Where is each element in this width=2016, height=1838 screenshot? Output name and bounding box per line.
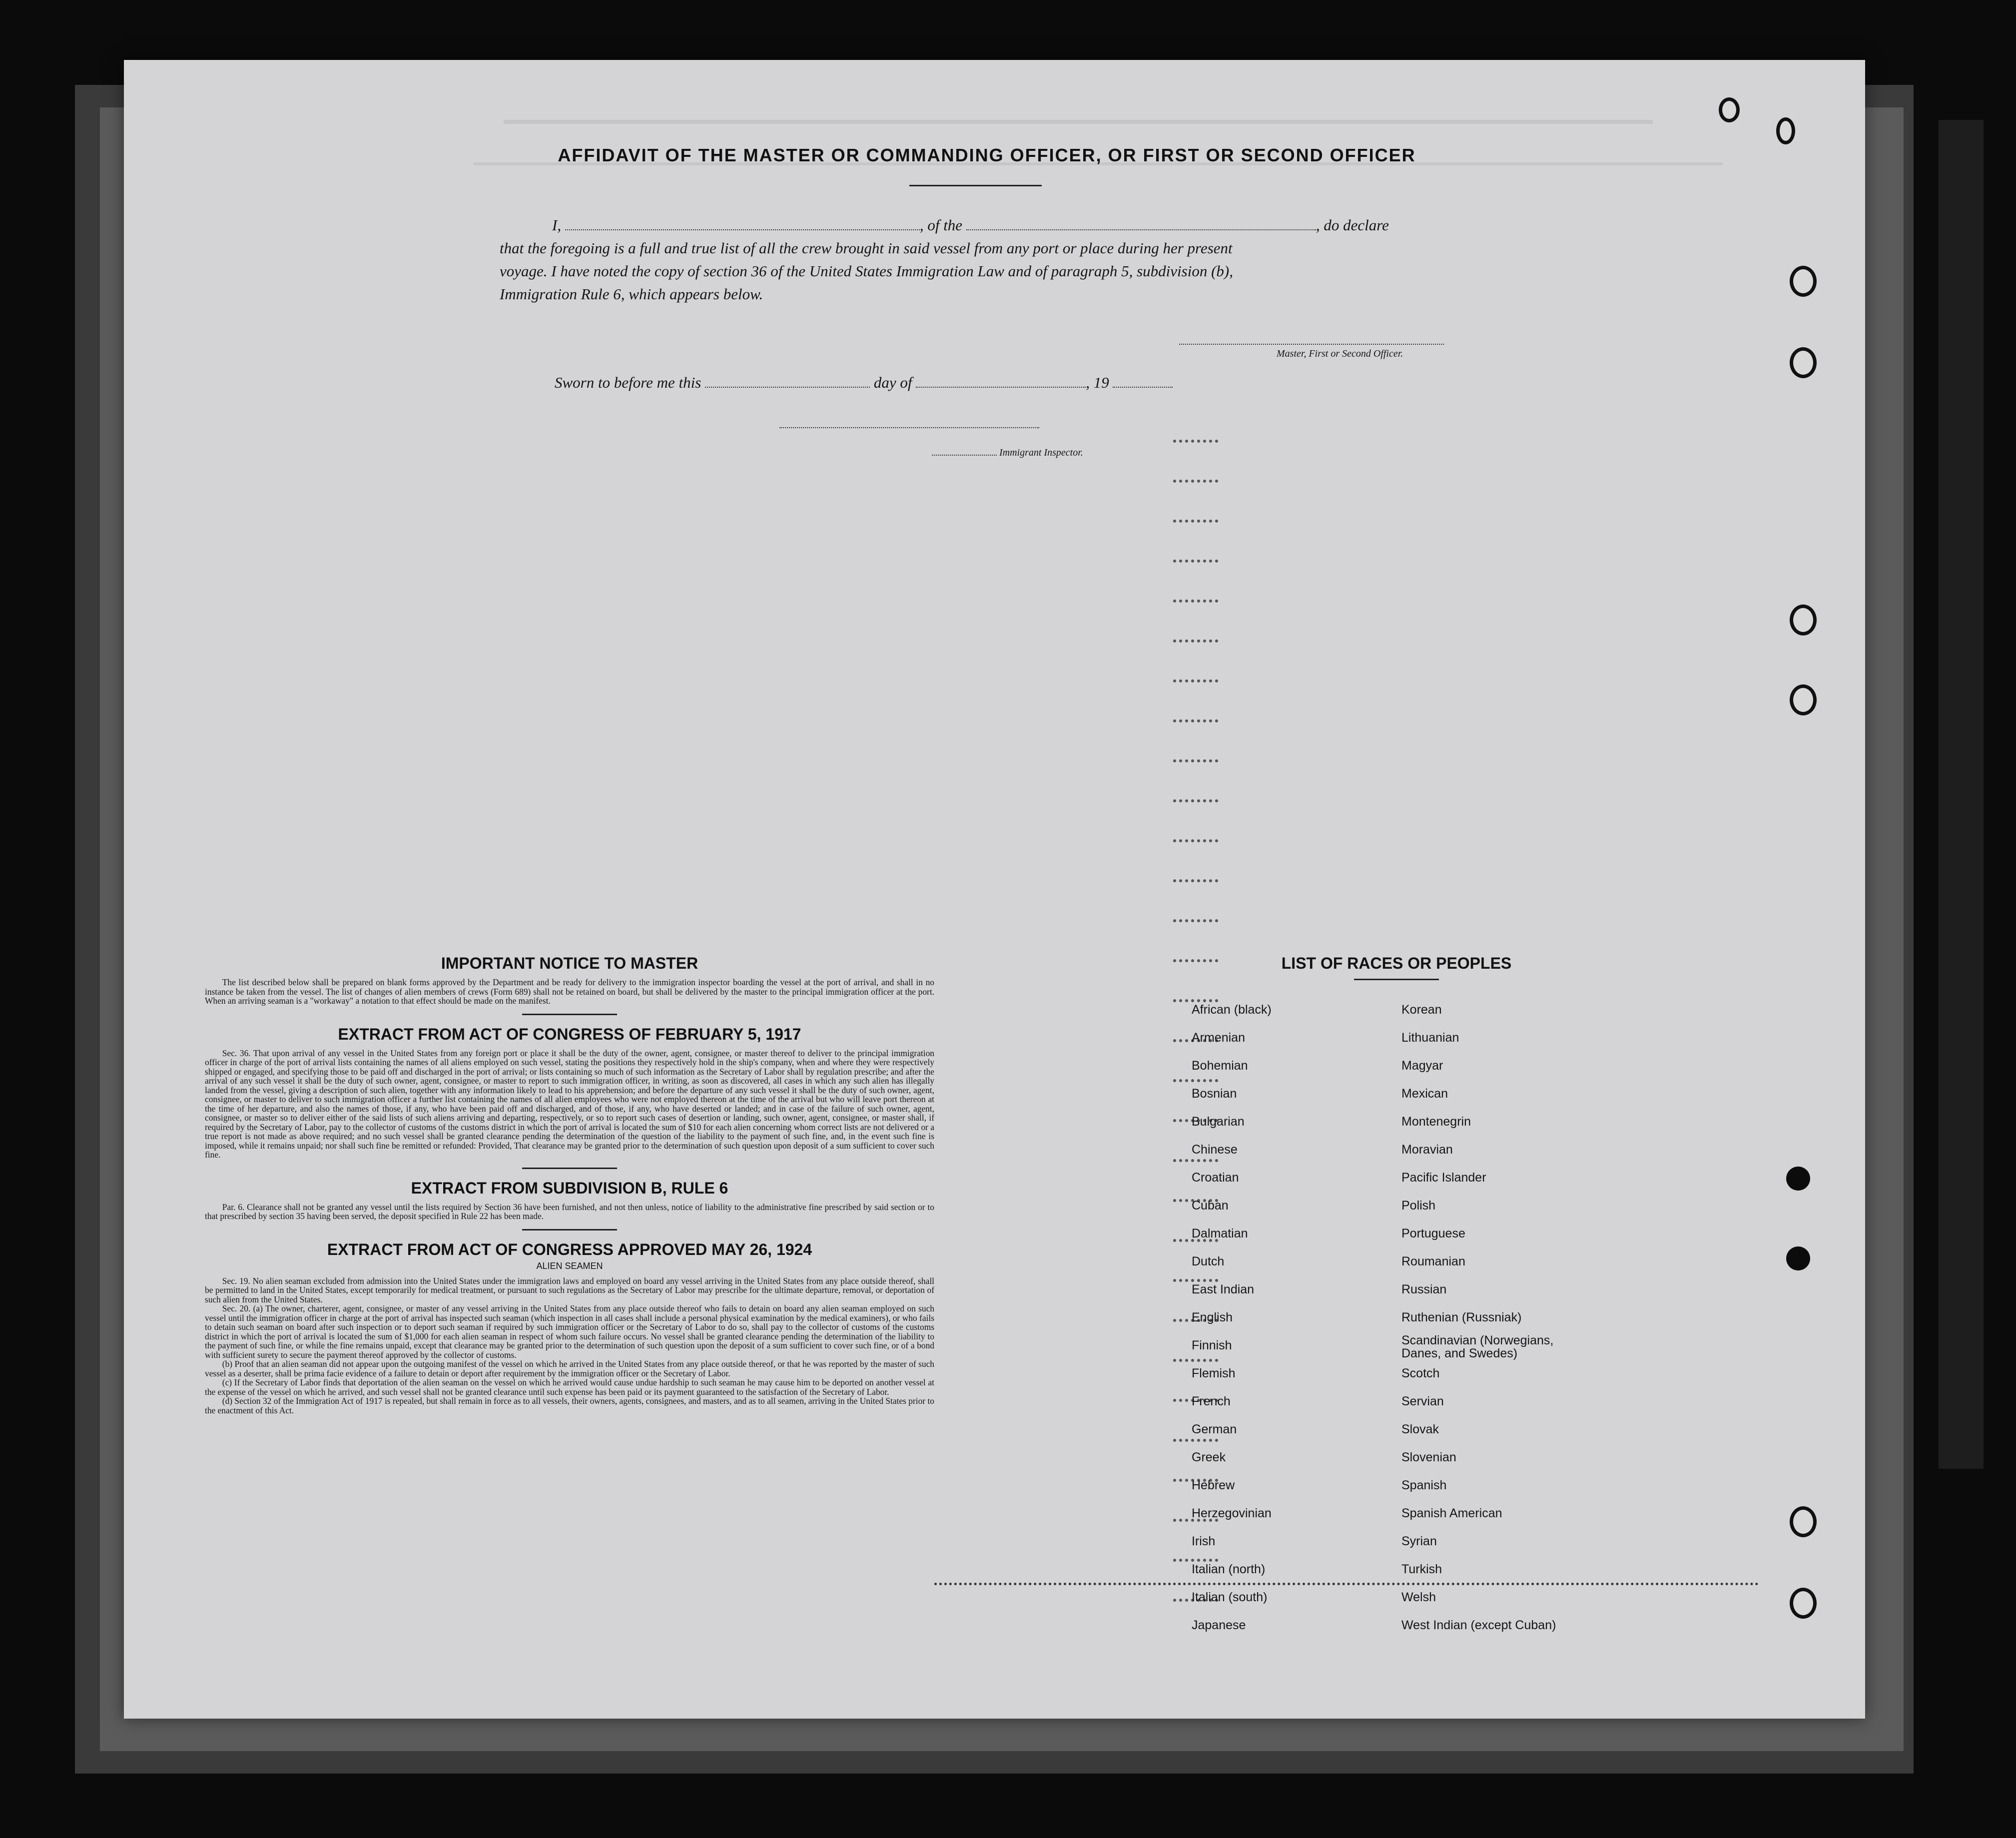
binder-hole <box>1790 1506 1817 1537</box>
name-blank <box>565 229 920 230</box>
dot-column <box>1173 799 1218 808</box>
race-item: Croatian <box>1192 1171 1239 1185</box>
race-item: Japanese <box>1192 1618 1246 1632</box>
title-underline <box>909 185 1042 186</box>
binder-hole <box>1786 1246 1810 1270</box>
race-item: Bohemian <box>1192 1059 1248 1073</box>
race-item: Herzegovinian <box>1192 1506 1272 1520</box>
signature-caption: Master, First or Second Officer. <box>1277 348 1403 359</box>
race-item: Korean <box>1401 1003 1442 1017</box>
race-item: Moravian <box>1401 1143 1453 1157</box>
dot-column <box>1173 480 1218 489</box>
race-item: Turkish <box>1401 1562 1442 1576</box>
binder-hole <box>1790 347 1817 378</box>
extract-paragraph: Sec. 36. That upon arrival of any vessel in the United States from any foreign port or place it shall be the duty of the owner, agent, consignee, or master thereof to deliver to the principal immigration officer in charge of the port of arrival lists containing the names of all aliens employed on such vessel, stating the positions they respectively hold in the ship's company, when and where they were respectively shipped or engaged, and specifying those to be paid off and discharged in the port of arrival; or lists containing so much of such information as the Secretary of Labor shall by regulation prescribe; and after the arrival of any such vessel it shall be the duty of such owner, agent, consignee, or master to report to such immigration officer, in writing, as soon as discovered, all cases in which any such alien has illegally landed from the vessel, giving a description of such alien, together with any information likely to lead to his apprehension; and before the departure of any such vessel it shall be the duty of such owner, agent, consignee, or master to deliver to such immigration officer a further list containing the names of all alien employees who were not employed thereon at the time of the arrival but who will leave port thereon at the time of her departure, and also the names of those, if any, who have been paid off and discharged, and of those, if any, who have deserted or landed; and in case of the failure of such owner, agent, consignee, or master so to deliver either of the said lists of such aliens arriving and departing, respectively, or so to report such cases of desertion or landing, such owner, agent, consignee, or master shall, if required by the Secretary of Labor, pay to the collector of customs of the customs district in which the port of arrival is located the sum of $10 for each alien concerning whom correct lists are not delivered or a true report is not made as above required; and no such vessel shall be granted clearance pending the determination of the question of the liability to the payment of such fine, and, in the event such fine is imposed, while it remains unpaid; nor shall such fine be remitted or refunded: Provided, That clearance may be granted prior to the determination of such question upon deposit of a sum sufficient to cover such fine. <box>205 1048 934 1160</box>
year-blank <box>1113 387 1173 388</box>
race-item: Armenian <box>1192 1031 1245 1045</box>
dot-column <box>1173 639 1218 648</box>
inspector-line <box>779 427 1039 428</box>
race-item: Dalmatian <box>1192 1226 1248 1240</box>
day-blank <box>705 387 870 388</box>
race-item: Pacific Islander <box>1401 1171 1486 1185</box>
dot-column <box>1173 440 1218 449</box>
race-item: Greek <box>1192 1450 1226 1464</box>
manifest-page <box>124 60 1865 1719</box>
notice-text <box>205 978 934 1006</box>
race-item: Ruthenian (Russniak) <box>1401 1310 1522 1324</box>
race-item: Mexican <box>1401 1087 1448 1101</box>
signature-line <box>1179 344 1444 345</box>
race-item: Slovak <box>1401 1422 1439 1436</box>
sworn-text: , 19 <box>1086 374 1109 391</box>
race-item: Italian (south) <box>1192 1590 1268 1604</box>
extract-rule6-title: EXTRACT FROM SUBDIVISION B, RULE 6 <box>411 1179 728 1197</box>
race-item: West Indian (except Cuban) <box>1401 1618 1556 1632</box>
dot-column <box>1173 719 1218 728</box>
race-item: Hebrew <box>1192 1478 1235 1492</box>
dot-column <box>1173 560 1218 569</box>
notice-paragraph: The list described below shall be prepared on blank forms approved by the Department and be ready for delivery to the immigration inspector boarding the vessel at the port of arrival, and shall in no instance be taken from the vessel. The list of changes of alien members of crews (Form 689) shall not be retained on board, but shall be delivered by the master to the principal immigration officer at the port. When an arriving seaman is a "workaway" a notation to that effect should be made on the manifest. <box>205 977 934 1006</box>
dot-column <box>1173 839 1218 848</box>
legal-extracts <box>205 954 934 1420</box>
race-item: Montenegrin <box>1401 1115 1471 1129</box>
extract-1924-subtitle: ALIEN SEAMEN <box>536 1260 603 1271</box>
affidavit-text: , do declare <box>1316 216 1389 234</box>
dotted-separator <box>934 1583 1759 1585</box>
races-title: LIST OF RACES OR PEOPLES <box>1281 954 1512 972</box>
race-item: Slovenian <box>1401 1450 1456 1464</box>
section-divider <box>522 1014 617 1015</box>
sworn-line <box>555 374 1173 392</box>
extract-paragraph: Sec. 20. (a) The owner, charterer, agent, consignee, or master of any vessel arriving in the United States from any place outside thereof who fails to detain on board any alien seaman employed on such vessel until the immigration officer in charge at the port of arrival has inspected such seaman (which inspection in all cases shall include a personal physical examination by the medical examiners), or who fails to detain such seaman on board after such inspection or to deport such seaman if required by such immigration officer or the Secretary of Labor to do so, shall pay to the collector of customs of the customs district in which the port of arrival is located the sum of $1,000 for each alien seaman in respect of whom such failure occurs. No vessel shall be granted clearance pending the determination of the liability to the payment of such fine, or while the fine remains unpaid, except that clearance may be granted prior to the determination of such question upon the deposit of a sum sufficient to cover such fine, or of a bond with sufficient surety to secure the payment thereof approved by the collector of customs. <box>205 1303 934 1360</box>
extract-paragraph: Sec. 19. No alien seaman excluded from admission into the United States under the immigration laws and employed on board any vessel arriving in the United States from any place outside thereof, shall be permitted to land in the United States, except temporarily for medical treatment, or pursuant to such regulations as the Secretary of Labor may prescribe for the ultimate departure, removal, or deportation of such alien from the United States. <box>205 1275 934 1304</box>
section-divider <box>1354 979 1439 980</box>
binder-hole <box>1790 605 1817 635</box>
binder-hole <box>1776 117 1795 144</box>
inspector-caption: Immigrant Inspector. <box>999 447 1083 458</box>
affidavit-title: AFFIDAVIT OF THE MASTER OR COMMANDING OFFICER, OR FIRST OR SECOND OFFICER <box>558 145 1416 165</box>
race-item: Chinese <box>1192 1143 1238 1157</box>
dot-column <box>1173 919 1218 928</box>
race-item: Spanish <box>1401 1478 1447 1492</box>
race-item: Irish <box>1192 1534 1216 1548</box>
race-item: Finnish <box>1192 1338 1232 1352</box>
race-item: Roumanian <box>1401 1254 1465 1268</box>
race-item: Scotch <box>1401 1366 1440 1380</box>
race-item: Dutch <box>1192 1254 1225 1268</box>
extract-1924-title: EXTRACT FROM ACT OF CONGRESS APPROVED MAY 26, 1924 <box>327 1240 812 1258</box>
sworn-text: day of <box>873 374 912 391</box>
extract-paragraph: (b) Proof that an alien seaman did not appear upon the outgoing manifest of the vessel on which he arrived in the United States from any place outside thereof, or that he was reported by the master of such vessel as a deserter, shall be prima facie evidence of a failure to detain or deport after requirement by the immigration officer or the Secretary of Labor. <box>205 1359 934 1378</box>
race-item: Flemish <box>1192 1366 1236 1380</box>
race-item: Spanish American <box>1401 1506 1502 1520</box>
dot-column <box>1173 679 1218 688</box>
affidavit-text: voyage. I have noted the copy of section 36 of the United States Immigration Law and of paragraph 5, subdivision (b), <box>500 262 1233 280</box>
race-item: African (black) <box>1192 1003 1272 1017</box>
race-item: Bulgarian <box>1192 1115 1245 1129</box>
race-item: English <box>1192 1310 1233 1324</box>
extract-paragraph: (c) If the Secretary of Labor finds that deportation of the alien seaman on the vessel on which he arrived would cause undue hardship to such seaman he may cause him to be deported on another vessel at the expense of the vessel on which he arrived, and such vessel shall not be granted clearance until such expense has been paid or its payment guaranteed to the satisfaction of the Secretary of Labor. <box>205 1377 934 1397</box>
notice-title: IMPORTANT NOTICE TO MASTER <box>441 954 698 972</box>
races-section <box>1192 954 1601 1643</box>
race-item: Russian <box>1401 1282 1447 1296</box>
dot-column <box>1173 600 1218 609</box>
extract-1917-title: EXTRACT FROM ACT OF CONGRESS OF FEBRUARY 5, 1917 <box>338 1025 801 1043</box>
races-list <box>1192 1003 1601 1643</box>
race-item: German <box>1192 1422 1237 1436</box>
bleed-through-mark <box>504 120 1653 124</box>
extract-paragraph: Par. 6. Clearance shall not be granted any vessel until the lists required by Section 36 have been furnished, and not then unless, notice of liability to the administrative fine prescribed by said section or to that prescribed by section 35 having been served, the deposit specified in Rule 22 has been made. <box>205 1202 934 1221</box>
binder-hole <box>1786 1167 1810 1191</box>
dot-column <box>1173 759 1218 768</box>
dot-column <box>1173 520 1218 529</box>
inspector-line <box>932 455 997 456</box>
race-item: Portuguese <box>1401 1226 1465 1240</box>
extract-1917-text <box>205 1049 934 1160</box>
race-item: Scandinavian (Norwegians, Danes, and Swedes) <box>1401 1333 1554 1360</box>
background-sheet-edge <box>1939 120 1984 1469</box>
vessel-blank <box>966 229 1316 230</box>
race-item: East Indian <box>1192 1282 1255 1296</box>
affidavit-text: , of the <box>919 216 963 234</box>
race-item: Lithuanian <box>1401 1031 1459 1045</box>
race-item: Polish <box>1401 1199 1436 1213</box>
race-item: Italian (north) <box>1192 1562 1266 1576</box>
dot-column <box>1173 879 1218 888</box>
binder-hole <box>1790 684 1817 715</box>
extract-paragraph: (d) Section 32 of the Immigration Act of 1917 is repealed, but shall remain in force as to all vessels, their owners, agents, consignees, and masters, and as to all seamen, arriving in the United States prior to the enactment of this Act. <box>205 1396 934 1415</box>
binder-hole <box>1790 266 1817 297</box>
month-blank <box>916 387 1086 388</box>
affidavit-text: I, <box>552 216 562 234</box>
affidavit-body <box>500 214 1449 306</box>
section-divider <box>522 1168 617 1169</box>
binder-hole <box>1790 1588 1817 1619</box>
race-item: Bosnian <box>1192 1087 1237 1101</box>
race-item: Cuban <box>1192 1199 1229 1213</box>
affidavit-text: Immigration Rule 6, which appears below. <box>500 285 763 303</box>
sworn-text: Sworn to before me this <box>555 374 701 391</box>
race-item: Welsh <box>1401 1590 1436 1604</box>
race-item: French <box>1192 1394 1231 1408</box>
binder-hole <box>1719 97 1740 122</box>
race-item: Syrian <box>1401 1534 1437 1548</box>
race-item: Magyar <box>1401 1059 1443 1073</box>
race-item: Servian <box>1401 1394 1444 1408</box>
affidavit-text: that the foregoing is a full and true list of all the crew brought in said vessel from any port or place during her present <box>500 239 1233 257</box>
section-divider <box>522 1229 617 1230</box>
extract-1924-text <box>205 1276 934 1415</box>
extract-rule6-text <box>205 1203 934 1221</box>
